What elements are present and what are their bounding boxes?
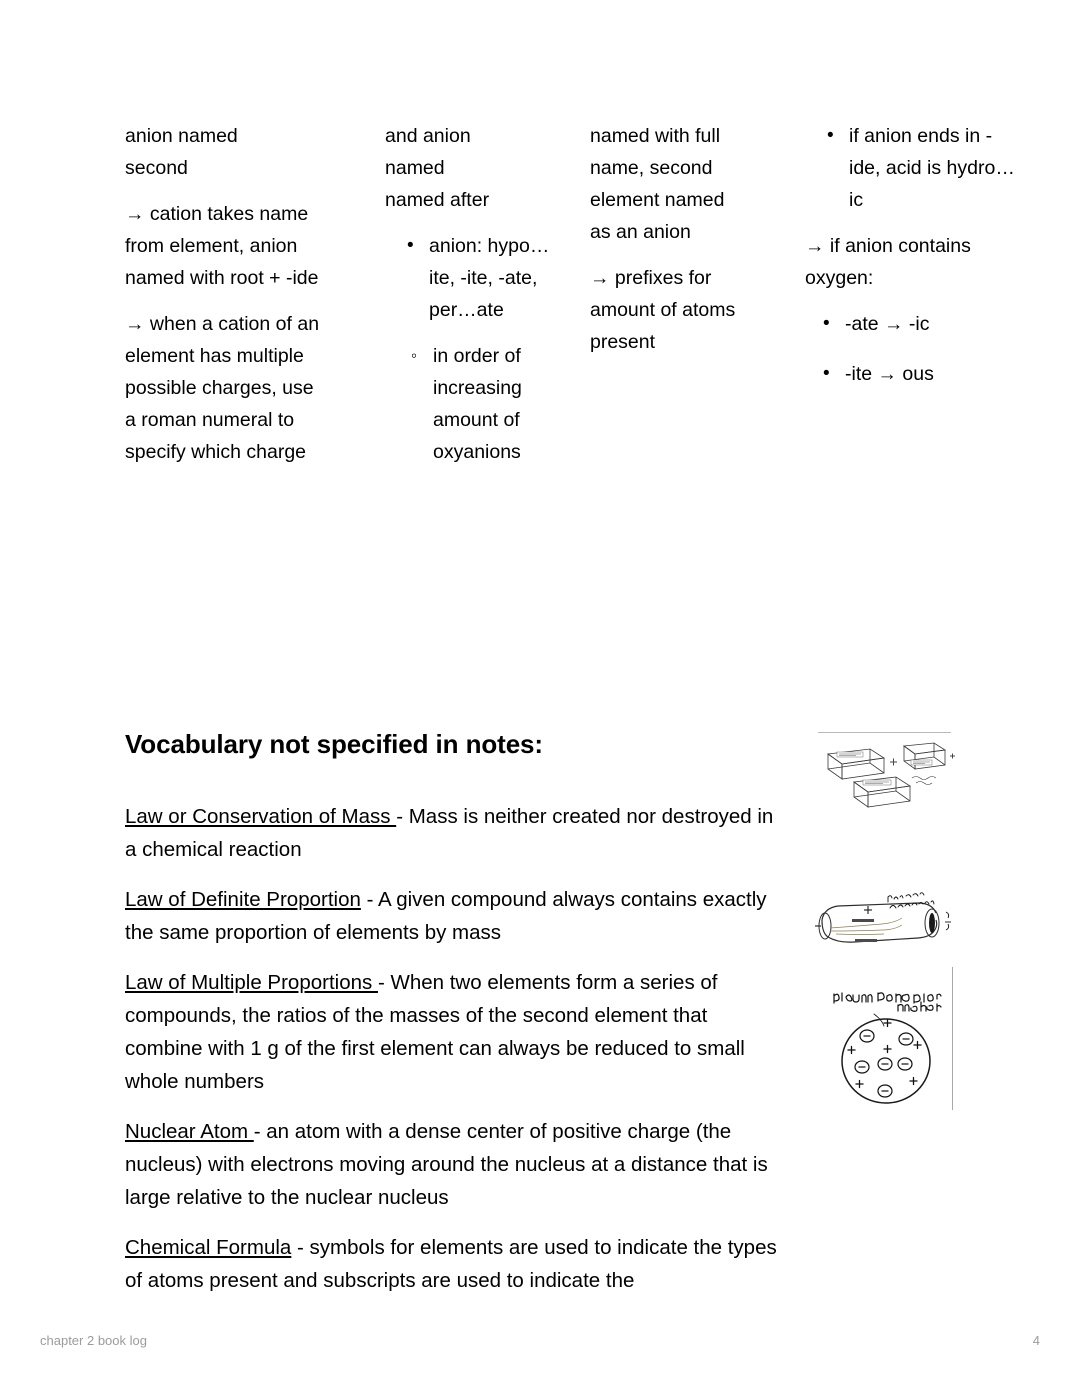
notes-column-1 <box>125 120 325 468</box>
notes-column-3 <box>590 120 750 358</box>
vocabulary-definition: - A given compound always contains exactly the same proportion of elements by mass <box>125 888 767 944</box>
vocabulary-entry <box>125 1115 785 1214</box>
vocabulary-entry <box>125 1231 785 1297</box>
note-arrow-block: → when a cation of an element has multiple possible charges, use a roman numeral to specify which charge <box>125 313 320 463</box>
vocabulary-term: Law of Multiple Proportions <box>125 971 378 994</box>
list-item: • if anion ends in -ide, acid is hydro…ic <box>849 120 1015 216</box>
cathode-ray-tube-sketch <box>810 886 960 948</box>
vocabulary-term: Chemical Formula <box>125 1236 292 1259</box>
plum-pudding-model-sketch <box>826 985 951 1110</box>
note-line: anion named <box>125 125 238 147</box>
footer-page-number: 4 <box>1032 1333 1040 1348</box>
vocabulary-definition: - Mass is neither created nor destroyed in a chemical reaction <box>125 805 774 861</box>
note-arrow-block: → prefixes for amount of atoms present <box>590 267 736 353</box>
note-sub-bullet-list <box>385 340 550 468</box>
page-footer <box>40 1333 1040 1353</box>
note-line: and anion <box>385 125 471 147</box>
note-arrow-block: → cation takes name from element, anion named with root + -ide <box>125 203 319 289</box>
note-arrow-block: → if anion contains oxygen: <box>805 235 971 289</box>
note-text <box>125 120 325 184</box>
sketch-divider-rule <box>818 732 951 733</box>
vocabulary-heading: Vocabulary not specified in notes: <box>125 729 543 759</box>
vocabulary-term: Law of Definite Proportion <box>125 888 361 911</box>
note-line: named <box>385 157 445 179</box>
vocabulary-definition: - When two elements form a series of compounds, the ratios of the masses of the second element that combine with 1 g of the first element can always be reduced to small whole numbers <box>125 971 745 1093</box>
list-item: ◦ in order of increasing amount of oxyanions <box>433 340 550 468</box>
list-item: • -ate → -ic <box>845 308 1015 340</box>
note-text <box>385 120 550 216</box>
note-bullet-list-suffixes <box>805 308 1015 390</box>
vocabulary-entry <box>125 883 785 949</box>
notes-column-4 <box>805 120 1015 408</box>
list-item: • anion: hypo…ite, -ite, -ate, per…ate <box>429 230 550 326</box>
notes-column-2 <box>385 120 550 482</box>
vocabulary-definition: - an atom with a dense center of positive charge (the nucleus) with electrons moving around the nucleus at a distance that is large relative to the nuclear nucleus <box>125 1120 768 1209</box>
vocabulary-list <box>125 800 785 1297</box>
note-bullet-list <box>805 120 1015 216</box>
list-item: • -ite → ous <box>845 358 1015 390</box>
vocabulary-entry <box>125 800 785 866</box>
note-line: second <box>125 157 188 179</box>
vocabulary-definition: - symbols for elements are used to indicate the types of atoms present and subscripts are used to indicate the <box>125 1236 777 1292</box>
note-bullet-list <box>385 230 550 326</box>
vocabulary-entry <box>125 966 785 1098</box>
footer-document-title: chapter 2 book log <box>40 1333 147 1348</box>
vocabulary-term: Nuclear Atom <box>125 1120 254 1143</box>
note-text: named with full name, second element named as an anion <box>590 125 725 243</box>
conservation-of-mass-boxes-sketch <box>812 738 957 808</box>
sketch-side-rule <box>952 967 953 1110</box>
vocabulary-term: Law or Conservation of Mass <box>125 805 397 828</box>
note-line: named after <box>385 189 490 211</box>
